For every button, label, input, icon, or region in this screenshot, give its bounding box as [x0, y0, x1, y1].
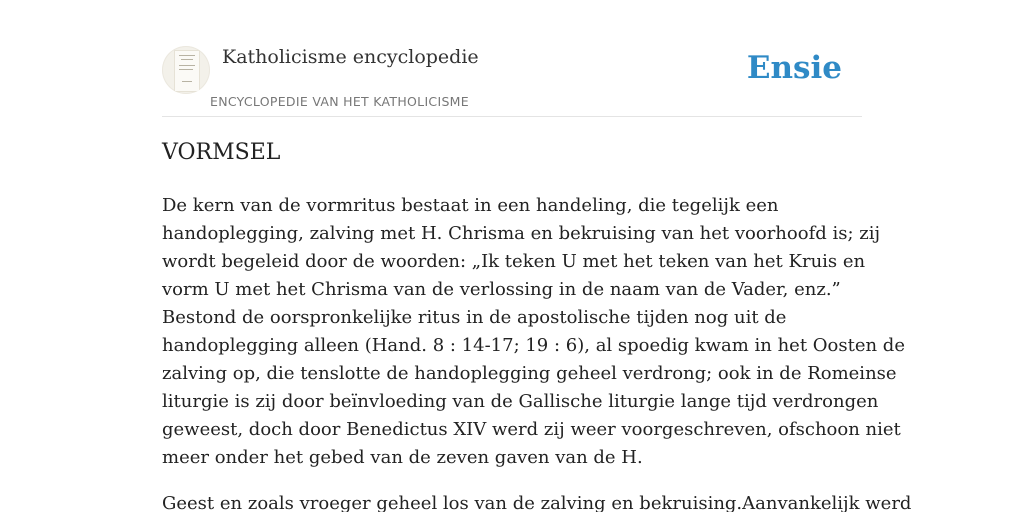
text-line: Geest en zoals vroeger geheel los van de zalving en bekruising.Aanvankelijk werd — [162, 493, 912, 512]
paragraph-1 — [162, 192, 905, 472]
text-line: wordt begeleid door de woorden: „Ik teken U met het teken van het Kruis en — [162, 251, 866, 272]
paragraph-2 — [162, 490, 912, 512]
text-line: geweest, doch door Benedictus XIV werd zij weer voorgeschreven, ofschoon niet — [162, 419, 901, 440]
text-line: meer onder het gebed van de zeven gaven van de H. — [162, 447, 643, 468]
text-line: Bestond de oorspronkelijke ritus in de apostolische tijden nog uit de — [162, 307, 787, 328]
book-cover-icon[interactable] — [162, 46, 210, 94]
text-line: zalving op, die tenslotte de handoplegging geheel verdrong; ook in de Romeinse — [162, 363, 897, 384]
ensie-logo[interactable]: Ensie — [746, 50, 842, 86]
article-body — [162, 192, 912, 512]
text-line: vorm U met het Chrisma van de verlossing in de naam van de Vader, enz.” — [162, 279, 841, 300]
text-line: De kern van de vormritus bestaat in een handeling, die tegelijk een — [162, 195, 779, 216]
text-line: liturgie is zij door beïnvloeding van de Gallische liturgie lange tijd verdrongen — [162, 391, 879, 412]
book-title[interactable]: Katholicisme encyclopedie — [222, 46, 479, 68]
text-line: handoplegging alleen (Hand. 8 : 14-17; 19 : 6), al spoedig kwam in het Oosten de — [162, 335, 905, 356]
book-header — [162, 40, 862, 117]
book-subtitle: ENCYCLOPEDIE VAN HET KATHOLICISME — [210, 94, 469, 109]
entry-title: VORMSEL — [162, 140, 281, 165]
text-line: handoplegging, zalving met H. Chrisma en bekruising van het voorhoofd is; zij — [162, 223, 881, 244]
